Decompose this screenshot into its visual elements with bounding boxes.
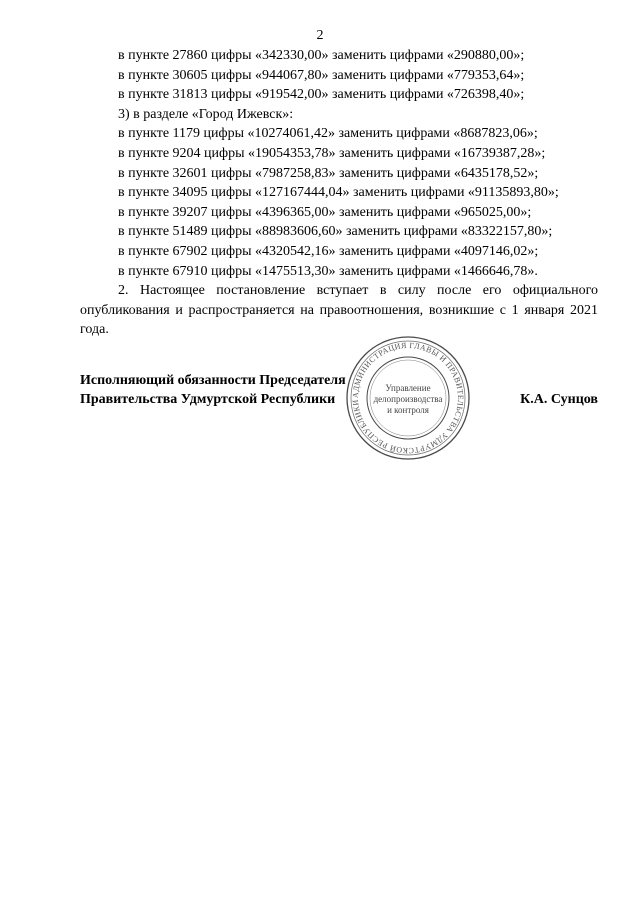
official-seal-stamp	[345, 335, 471, 461]
amendment-line: в пункте 32601 цифры «7987258,83» заменить цифрами «6435178,52»;	[118, 165, 539, 181]
amendment-line: в пункте 9204 цифры «19054353,78» заменить цифрами «16739387,28»;	[118, 145, 546, 161]
page-number: 2	[316, 28, 324, 43]
signatory-position	[80, 371, 346, 409]
amendment-line: в пункте 39207 цифры «4396365,00» заменить цифрами «965025,00»;	[118, 204, 532, 220]
document-body	[80, 46, 598, 340]
effective-date-paragraph: 2. Настоящее постановление вступает в силу после его официального опубликования и распространяется на правоотношения, возникшие с 1 января 2021 года.	[80, 283, 598, 338]
amendment-line: в пункте 30605 цифры «944067,80» заменить цифрами «779353,64»;	[118, 67, 525, 83]
amendment-line: в пункте 31813 цифры «919542,00» заменить цифрами «726398,40»;	[118, 87, 525, 103]
signatory-name: К.А. Сунцов	[520, 392, 598, 407]
amendment-line: в пункте 1179 цифры «10274061,42» заменить цифрами «8687823,06»;	[118, 126, 538, 142]
amendment-line: в пункте 27860 цифры «342330,00» заменить цифрами «290880,00»;	[118, 48, 525, 63]
amendment-line: в пункте 51489 цифры «88983606,60» заменить цифрами «83322157,80»;	[118, 224, 553, 240]
section-heading: 3) в разделе «Город Ижевск»:	[118, 106, 294, 122]
signatory-position-line2: Правительства Удмуртской Республики	[80, 392, 336, 407]
seal-center-line1: Управление	[385, 383, 431, 393]
amendment-line: в пункте 67910 цифры «1475513,30» заменить цифрами «1466646,78».	[118, 263, 538, 279]
seal-center-line2: делопроизводства	[373, 394, 443, 404]
seal-ring-text: АДМИНИСТРАЦИЯ ГЛАВЫ И ПРАВИТЕЛЬСТВА УДМУРТСКОЙ РЕСПУБЛИКИ	[350, 340, 466, 456]
amendment-line: в пункте 67902 цифры «4320542,16» заменить цифрами «4097146,02»;	[118, 243, 539, 259]
signatory-position-line1: Исполняющий обязанности Председателя	[80, 373, 346, 388]
seal-center-line3: и контроля	[387, 405, 429, 415]
amendment-line: в пункте 34095 цифры «127167444,04» заменить цифрами «91135893,80»;	[118, 185, 559, 201]
